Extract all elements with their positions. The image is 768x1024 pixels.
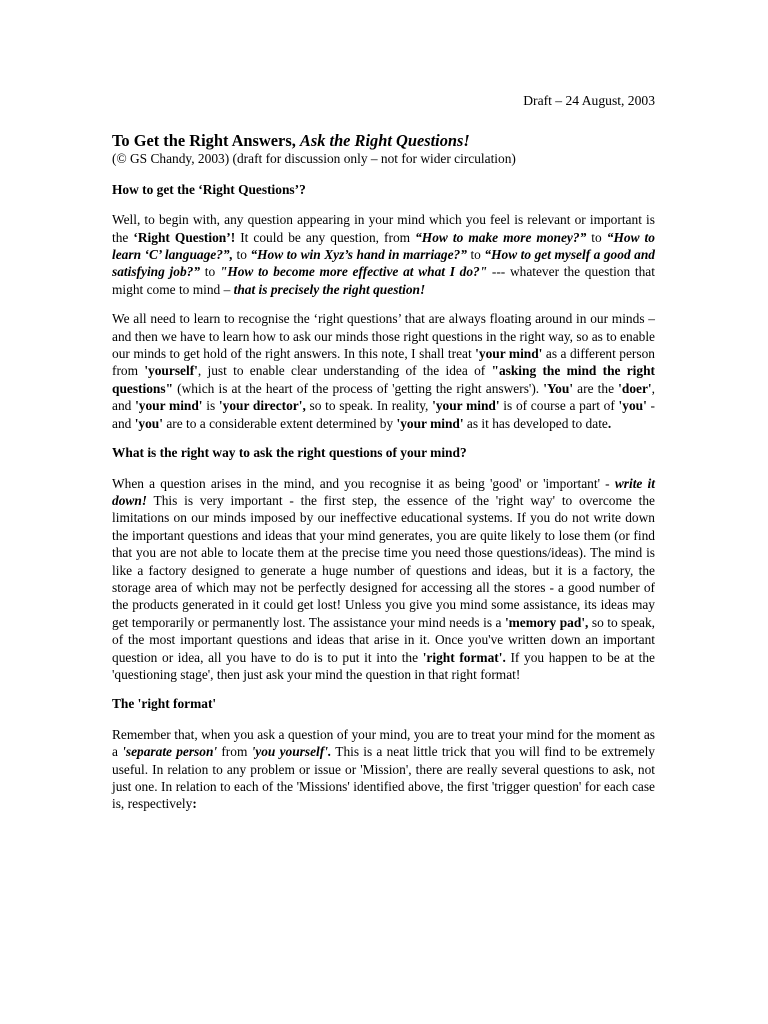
text-run: If you happen to be at the 'questioning stage', then just ask your mind the question in that right format! <box>112 649 655 682</box>
bold-run: 'your mind' <box>432 398 500 414</box>
text-run: is of course a part of <box>499 398 619 414</box>
bold-run: 'your director', <box>218 398 306 414</box>
text-run: We all need to learn to recognise the ‘right questions’ that are always floating around in our minds – and then we have to learn how to ask our minds those right questions in the right way, so as to enable our minds to get hold of the right answers. In this note, I shall treat <box>112 311 655 362</box>
bold-run: . <box>607 415 612 431</box>
document-body <box>112 92 655 825</box>
section-heading-right-way: What is the right way to ask the right questions of your mind? <box>112 445 467 461</box>
paragraph-separate-person <box>112 726 655 813</box>
bold-run: 'You' <box>543 380 574 396</box>
bold-italic-run: that is precisely the right question! <box>233 281 426 297</box>
document-subtitle: (© GS Chandy, 2003) (draft for discussion only – not for wider circulation) <box>112 151 516 167</box>
draft-date: Draft – 24 August, 2003 <box>523 93 655 108</box>
bold-run: 'your mind' <box>396 415 464 431</box>
bold-run: 'yourself' <box>144 363 198 379</box>
bold-run: 'your mind' <box>475 346 543 362</box>
bold-italic-run: “How to make more money?” <box>415 229 587 245</box>
text-run: from <box>217 744 252 760</box>
bold-italic-run: "How to become more effective at what I do?" <box>219 264 488 280</box>
document-title <box>112 131 655 150</box>
bold-run: 'your mind' <box>135 398 203 414</box>
bold-run: "asking the mind the right questions" <box>112 363 655 396</box>
text-run: --- whatever the question that might come to mind – <box>112 264 655 297</box>
bold-run: 'memory pad', <box>504 614 589 630</box>
bold-run: : <box>192 796 197 812</box>
text-run: as a different person from <box>112 346 655 379</box>
text-run: as it has developed to date <box>463 415 608 431</box>
title-emphasis: Ask the Right Questions! <box>299 131 470 151</box>
text-run: so to speak, of the most important questions and ideas that arise in it. Once you've written down an important question or idea, all you have to do is to put it into the <box>112 614 655 665</box>
text-run: When a question arises in the mind, and you recognise it as being 'good' or 'important' - <box>112 475 615 491</box>
text-run: Remember that, when you ask a question of your mind, you are to treat your mind for the moment as a <box>112 726 655 760</box>
text-run: - and <box>112 398 656 431</box>
text-run: , just to enable clear understanding of the idea of <box>197 363 492 379</box>
text-run: It could be any question, from <box>235 229 416 245</box>
paragraph-recognise-questions <box>112 310 655 432</box>
bold-italic-run: “How to win Xyz’s hand in marriage?” <box>250 247 467 263</box>
bold-run: 'doer' <box>618 380 652 396</box>
bold-run: 'you' <box>618 398 647 414</box>
bold-run: ‘Right Question’! <box>133 229 236 245</box>
bold-run: 'right format'. <box>422 649 506 665</box>
section-heading-right-format: The 'right format' <box>112 696 217 712</box>
title-main: To Get the Right Answers, <box>112 131 300 151</box>
text-run: to <box>200 264 220 280</box>
bold-italic-run: 'separate person' <box>122 744 218 760</box>
text-run: This is a neat little trick that you will find to be extremely useful. In relation to any problem or issue or 'Mission', there are really several questions to ask, not just one. In relation to each of the 'Missions' identified above, the first 'trigger question' for each case is, respectively <box>112 744 655 812</box>
bold-run: 'you' <box>134 415 163 431</box>
text-run: , and <box>112 380 656 414</box>
paragraph-right-question-intro <box>112 211 655 298</box>
bold-italic-run: 'you yourself'. <box>251 744 332 760</box>
bold-italic-run: write it down! <box>112 475 655 508</box>
text-run: is <box>202 398 219 414</box>
text-run: so to speak. In reality, <box>305 398 433 414</box>
text-run: (which is at the heart of the process of 'getting the right answers'). <box>173 380 544 396</box>
paragraph-write-it-down <box>112 475 655 684</box>
text-run: This is very important - the first step, the essence of the 'right way' to overcome the limitations on our minds imposed by our ineffective educational systems. If you do not write down the important questions and ideas that your mind generates, you are quite likely to lose them (or find that you are not able to locate them at the precise time you need those questions/ideas). The mind is like a factory designed to generate a huge number of questions and ideas, but it is a factory, the storage area of which may not be perfectly designed for accessing all the stores - a good number of the products generated in it could get lost! Unless you give you mind some assistance, its ideas may get temporarily or permanently lost. The assistance your mind needs is a <box>112 492 655 630</box>
text-run: are to a considerable extent determined by <box>162 415 397 431</box>
text-run: to <box>466 247 485 263</box>
section-heading-right-questions: How to get the ‘Right Questions’? <box>112 181 306 197</box>
text-run: are the <box>573 380 619 396</box>
text-run: to <box>232 247 251 263</box>
text-run: to <box>586 229 607 245</box>
bold-italic-run: “How to get myself a good and satisfying job?” <box>112 247 655 280</box>
text-run: Well, to begin with, any question appearing in your mind which you feel is relevant or important is the <box>112 212 655 245</box>
bold-italic-run: “How to learn ‘C’ language?”, <box>112 229 655 263</box>
